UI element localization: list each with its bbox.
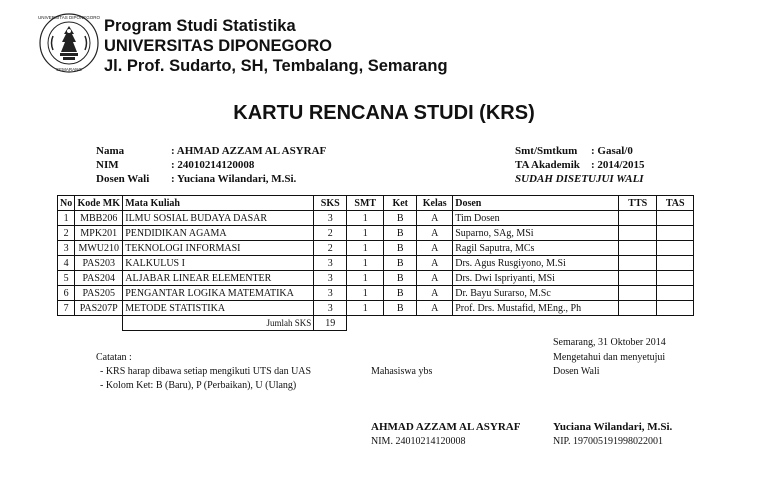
total-spacer-right: [347, 316, 694, 331]
table-cell: 3: [58, 241, 75, 256]
table-cell: 3: [314, 211, 347, 226]
table-cell: [657, 256, 694, 271]
nim-label: NIM: [96, 159, 119, 171]
table-row: [58, 226, 694, 241]
table-cell: 1: [347, 286, 384, 301]
col-tas: TAS: [657, 196, 694, 211]
notes-title: Catatan :: [96, 352, 132, 363]
table-cell: [657, 301, 694, 316]
student-signature-name: AHMAD AZZAM AL ASYRAF: [371, 421, 521, 433]
table-cell: [619, 271, 657, 286]
table-cell: TEKNOLOGI INFORMASI: [123, 241, 314, 256]
table-cell: Tim Dosen: [453, 211, 619, 226]
semester-value: : Gasal/0: [591, 145, 633, 157]
table-cell: B: [384, 226, 417, 241]
table-row: [58, 241, 694, 256]
table-cell: A: [417, 211, 453, 226]
note-1: - KRS harap dibawa setiap mengikuti UTS dan UAS: [100, 366, 312, 377]
col-course: Mata Kuliah: [123, 196, 314, 211]
table-cell: PENDIDIKAN AGAMA: [123, 226, 314, 241]
name-label: Nama: [96, 145, 125, 157]
table-cell: 2: [314, 226, 347, 241]
col-lecturer: Dosen: [453, 196, 619, 211]
col-ket: Ket: [384, 196, 417, 211]
table-cell: [657, 211, 694, 226]
table-cell: A: [417, 301, 453, 316]
note-2: - Kolom Ket: B (Baru), P (Perbaikan), U (Ulang): [100, 380, 297, 391]
table-row: [58, 286, 694, 301]
table-cell: B: [384, 286, 417, 301]
col-tts: TTS: [619, 196, 657, 211]
advisor-value: : Yuciana Wilandari, M.Si.: [171, 173, 297, 185]
student-signature-id: NIM. 24010214120008: [371, 436, 466, 447]
table-cell: [619, 286, 657, 301]
table-cell: 7: [58, 301, 75, 316]
institution-header: [104, 16, 448, 76]
table-cell: [657, 226, 694, 241]
table-cell: 2: [58, 226, 75, 241]
table-cell: Drs. Dwi Ispriyanti, MSi: [453, 271, 619, 286]
table-cell: Dr. Bayu Surarso, M.Sc: [453, 286, 619, 301]
table-cell: Prof. Drs. Mustafid, MEng., Ph: [453, 301, 619, 316]
table-cell: [619, 241, 657, 256]
program-name: Program Studi Statistika: [104, 17, 296, 35]
table-cell: B: [384, 301, 417, 316]
col-class: Kelas: [417, 196, 453, 211]
table-cell: 1: [347, 271, 384, 286]
table-header-row: [58, 196, 694, 211]
col-smt: SMT: [347, 196, 384, 211]
table-cell: 5: [58, 271, 75, 286]
academic-year-label: TA Akademik: [515, 159, 580, 171]
table-cell: MWU210: [75, 241, 123, 256]
advisor-role: Dosen Wali: [553, 366, 600, 377]
table-cell: PAS205: [75, 286, 123, 301]
table-cell: [619, 301, 657, 316]
nim-value: : 24010214120008: [171, 159, 255, 171]
table-cell: PAS204: [75, 271, 123, 286]
table-cell: MBB206: [75, 211, 123, 226]
table-cell: B: [384, 211, 417, 226]
col-code: Kode MK: [75, 196, 123, 211]
acknowledged-text: Mengetahui dan menyetujui: [553, 352, 666, 363]
table-cell: METODE STATISTIKA: [123, 301, 314, 316]
table-cell: [657, 286, 694, 301]
seal-text-bottom: SEMARANG: [56, 67, 82, 72]
table-cell: PENGANTAR LOGIKA MATEMATIKA: [123, 286, 314, 301]
table-cell: 1: [347, 301, 384, 316]
table-cell: [657, 271, 694, 286]
table-cell: Drs. Agus Rusgiyono, M.Si: [453, 256, 619, 271]
table-cell: MPK201: [75, 226, 123, 241]
table-cell: 3: [314, 286, 347, 301]
total-row: [58, 316, 694, 331]
table-row: [58, 271, 694, 286]
academic-year-value: : 2014/2015: [591, 159, 645, 171]
place-date: Semarang, 31 Oktober 2014: [553, 337, 666, 348]
table-cell: 6: [58, 286, 75, 301]
table-cell: 1: [347, 211, 384, 226]
advisor-label: Dosen Wali: [96, 173, 150, 185]
table-cell: KALKULUS I: [123, 256, 314, 271]
university-name: UNIVERSITAS DIPONEGORO: [104, 37, 332, 55]
document-title: KARTU RENCANA STUDI (KRS): [233, 102, 535, 124]
table-cell: B: [384, 256, 417, 271]
table-cell: 3: [314, 256, 347, 271]
table-cell: A: [417, 286, 453, 301]
student-role: Mahasiswa ybs: [371, 366, 433, 377]
table-cell: B: [384, 271, 417, 286]
table-row: [58, 211, 694, 226]
advisor-signature-name: Yuciana Wilandari, M.Si.: [553, 421, 673, 433]
course-table: [57, 195, 694, 331]
table-cell: PAS207P: [75, 301, 123, 316]
university-seal-logo: [38, 10, 100, 76]
advisor-signature-id: NIP. 197005191998022001: [553, 436, 664, 447]
table-cell: [657, 241, 694, 256]
table-cell: Suparno, SAg, MSi: [453, 226, 619, 241]
col-sks: SKS: [314, 196, 347, 211]
table-cell: A: [417, 256, 453, 271]
total-sks-label: Jumlah SKS: [123, 316, 314, 331]
table-cell: [619, 226, 657, 241]
table-row: [58, 301, 694, 316]
table-cell: 1: [347, 226, 384, 241]
table-cell: 4: [58, 256, 75, 271]
table-cell: ILMU SOSIAL BUDAYA DASAR: [123, 211, 314, 226]
table-cell: A: [417, 226, 453, 241]
approval-status: SUDAH DISETUJUI WALI: [515, 173, 644, 185]
total-spacer: [58, 316, 123, 331]
semester-label: Smt/Smtkum: [515, 145, 578, 157]
university-address: Jl. Prof. Sudarto, SH, Tembalang, Semarang: [104, 57, 448, 75]
table-cell: 1: [347, 241, 384, 256]
table-cell: 2: [314, 241, 347, 256]
col-no: No: [58, 196, 75, 211]
table-cell: PAS203: [75, 256, 123, 271]
table-cell: 3: [314, 301, 347, 316]
table-cell: 1: [347, 256, 384, 271]
table-cell: B: [384, 241, 417, 256]
seal-text-top: UNIVERSITAS DIPONEGORO: [38, 15, 100, 20]
table-cell: ALJABAR LINEAR ELEMENTER: [123, 271, 314, 286]
table-cell: 3: [314, 271, 347, 286]
table-cell: A: [417, 241, 453, 256]
table-row: [58, 256, 694, 271]
table-cell: 1: [58, 211, 75, 226]
total-sks-value: 19: [314, 316, 347, 331]
name-value: : AHMAD AZZAM AL ASYRAF: [171, 145, 327, 157]
table-cell: A: [417, 271, 453, 286]
table-cell: [619, 211, 657, 226]
table-cell: [619, 256, 657, 271]
table-cell: Ragil Saputra, MCs: [453, 241, 619, 256]
